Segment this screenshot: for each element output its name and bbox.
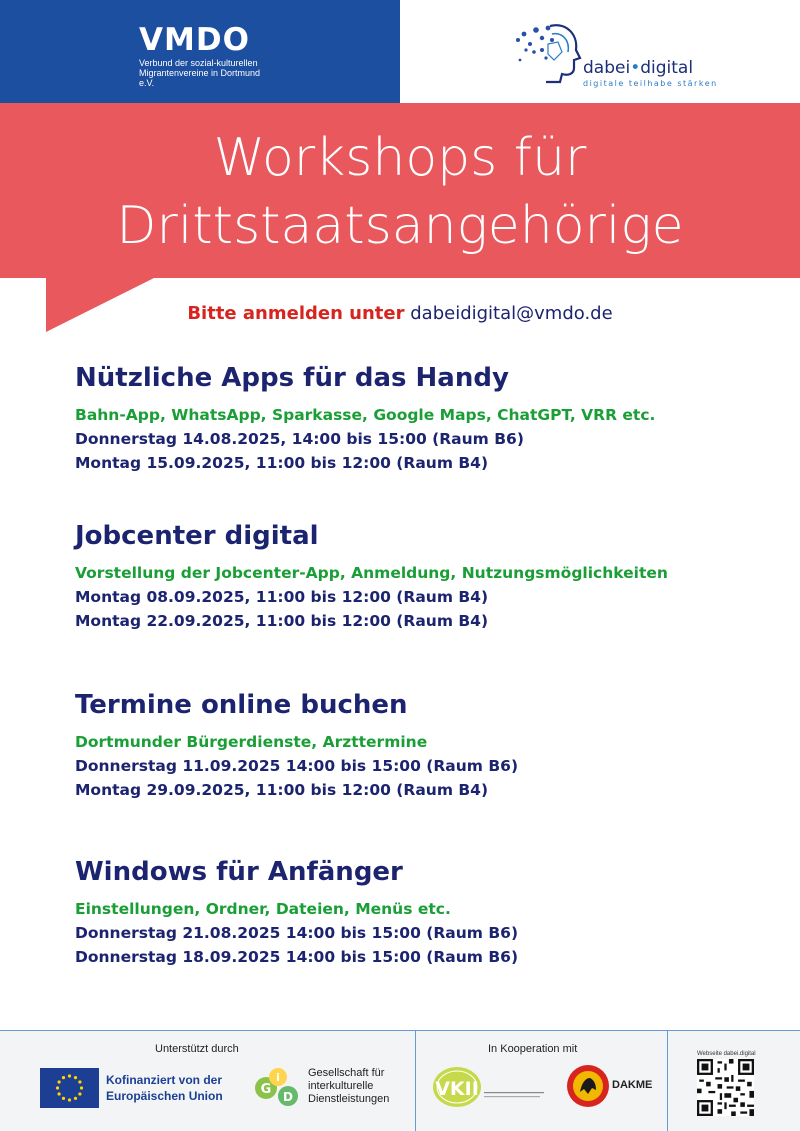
workshop-date: Montag 08.09.2025, 11:00 bis 12:00 (Raum B4)	[75, 588, 489, 606]
workshop-subtitle: Bahn-App, WhatsApp, Sparkasse, Google Maps, ChatGPT, VRR etc.	[75, 406, 656, 424]
workshop-title: Jobcenter digital	[75, 521, 319, 551]
svg-text:i: i	[276, 1071, 280, 1084]
footer-divider	[667, 1030, 668, 1131]
workshop-termine	[75, 689, 518, 802]
workshop-date: Donnerstag 21.08.2025 14:00 bis 15:00 (Raum B6)	[75, 924, 519, 942]
eu-flag-icon	[40, 1068, 99, 1108]
workshop-date: Montag 29.09.2025, 11:00 bis 12:00 (Raum B4)	[75, 781, 489, 799]
cooperation-label: In Kooperation mit	[488, 1043, 578, 1055]
workshop-windows	[75, 856, 518, 969]
workshop-subtitle: Einstellungen, Ordner, Dateien, Menüs etc.	[75, 900, 451, 918]
supported-by-label: Unterstützt durch	[155, 1043, 239, 1055]
vmdo-logo: VMDO	[139, 22, 250, 58]
workshop-date: Donnerstag 11.09.2025 14:00 bis 15:00 (Raum B6)	[75, 757, 519, 775]
svg-text:G: G	[260, 1082, 272, 1097]
registration-line	[0, 302, 800, 326]
registration-email-link[interactable]: dabeidigital@vmdo.de	[410, 303, 613, 324]
gid-name-text: Gesellschaft für interkulturelle Dienstleistungen	[308, 1067, 390, 1105]
eu-cofunding-text: Kofinanziert von der Europäischen Union	[106, 1073, 223, 1103]
dakme-logo-icon	[566, 1064, 610, 1108]
workshop-subtitle: Dortmunder Bürgerdienste, Arzttermine	[75, 733, 428, 751]
workshop-title: Windows für Anfänger	[75, 857, 403, 887]
svg-text:D: D	[283, 1090, 293, 1104]
vkii-logo-icon	[432, 1065, 547, 1109]
registration-prompt: Bitte anmelden unter	[187, 303, 405, 324]
qr-caption: Webseite dabei.digital	[697, 1051, 756, 1057]
dabei-digital-logo-icon	[512, 20, 584, 86]
workshop-date: Donnerstag 14.08.2025, 14:00 bis 15:00 (Raum B6)	[75, 430, 524, 448]
workshop-title: Termine online buchen	[75, 690, 408, 720]
vmdo-subtitle: Verbund der sozial-kulturellen Migrantenvereine in Dortmund e.V.	[139, 58, 261, 88]
svg-text:VKII: VKII	[435, 1078, 479, 1100]
dakme-name: DAKME	[612, 1079, 653, 1091]
footer-divider	[415, 1030, 416, 1131]
workshop-date: Montag 22.09.2025, 11:00 bis 12:00 (Raum B4)	[75, 612, 489, 630]
workshop-date: Donnerstag 18.09.2025 14:00 bis 15:00 (Raum B6)	[75, 948, 519, 966]
qr-code-icon[interactable]	[697, 1059, 754, 1116]
gid-logo-icon	[254, 1066, 302, 1110]
workshop-date: Montag 15.09.2025, 11:00 bis 12:00 (Raum B4)	[75, 454, 489, 472]
workshop-title: Nützliche Apps für das Handy	[75, 363, 509, 393]
workshop-apps	[75, 362, 655, 475]
workshop-jobcenter	[75, 520, 668, 633]
dabei-digital-wordmark: dabei•digital	[583, 58, 694, 78]
dabei-tagline: digitale teilhabe stärken	[583, 79, 718, 88]
page-title: Workshops für Drittstaatsangehörige	[116, 128, 684, 256]
workshop-subtitle: Vorstellung der Jobcenter-App, Anmeldung, Nutzungsmöglichkeiten	[75, 564, 668, 582]
